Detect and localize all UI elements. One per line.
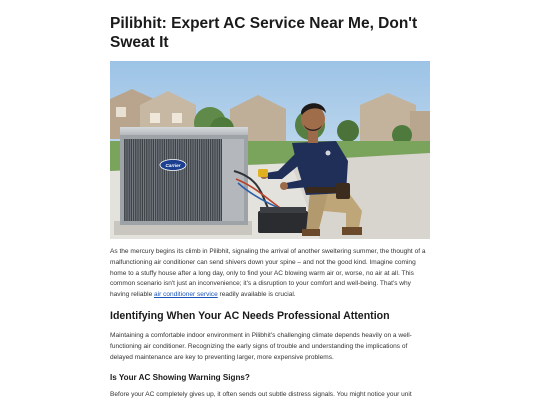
warning-signs-paragraph: Before your AC completely gives up, it often sends out subtle distress signals. You might notice your unit <box>110 391 412 399</box>
intro-text-before-link: As the mercury begins its climb in Pilibhit, signaling the arrival of another sweltering summer, the thought of a malfunctioning air conditioner can send shivers down your spine – and not the good kind. Imagine coming home to a stuffy house after a long day, only to find your AC blowing warm air or, worse, no air at all. This common scenario isn't just an inconvenience; it's a disruption to your comfort and well-being. That's why having reliable <box>110 248 426 299</box>
hero-image <box>110 61 430 239</box>
subheading-warning-signs: Is Your AC Showing Warning Signs? <box>110 373 250 383</box>
article-title: Pilibhit: Expert AC Service Near Me, Don't Sweat It <box>110 15 418 51</box>
section-heading: Identifying When Your AC Needs Professional Attention <box>110 309 390 322</box>
hero-illustration <box>110 61 430 239</box>
unit-brand-logo: Carrier <box>165 163 181 168</box>
intro-paragraph <box>110 247 430 301</box>
intro-text-after-link: readily available is crucial. <box>217 291 296 299</box>
air-conditioner-service-link[interactable]: air conditioner service <box>154 291 218 299</box>
section-paragraph: Maintaining a comfortable indoor environment in Pilibhit's challenging climate depends heavily on a well-functioning air conditioner. Recognizing the early signs of trouble and understanding the implications of delayed maintenance are key to preventing larger, more expensive problems. <box>110 331 412 361</box>
article <box>110 0 430 401</box>
